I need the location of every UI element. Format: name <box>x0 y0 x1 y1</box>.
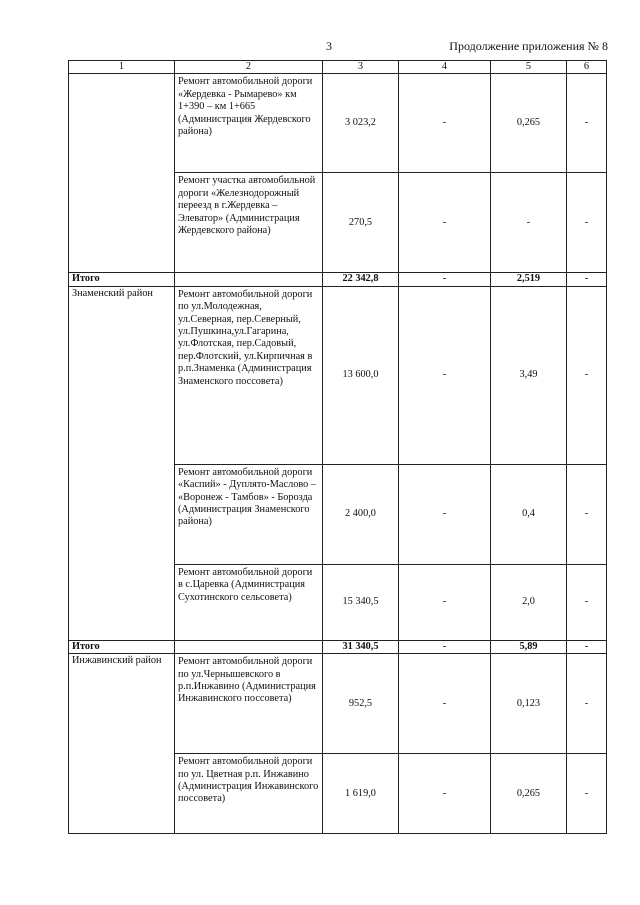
work-description: Ремонт автомобильной дороги по ул. Цветная р.п. Инжавино (Администрация Инжавинского поссовета) <box>175 754 323 834</box>
total-label: Итого <box>69 640 175 653</box>
col6-cell: - <box>567 173 607 273</box>
district-cell: Знаменский район <box>69 286 175 640</box>
length-cell: 0,265 <box>491 74 567 173</box>
table-row <box>69 74 607 173</box>
table-row <box>69 286 607 464</box>
length-cell: 3,49 <box>491 286 567 464</box>
length-cell: 0,4 <box>491 464 567 564</box>
total-length: 5,89 <box>491 640 567 653</box>
header-cell: 5 <box>491 61 567 74</box>
work-description: Ремонт автомобильной дороги в с.Царевка (Администрация Сухотинского сельсовета) <box>175 564 323 640</box>
district-cell: Инжавинский район <box>69 654 175 834</box>
col6-cell: - <box>567 564 607 640</box>
total-amount: 22 342,8 <box>323 273 399 286</box>
total-col4: - <box>399 640 491 653</box>
amount-cell: 952,5 <box>323 654 399 754</box>
road-repair-table <box>68 60 607 834</box>
col4-cell: - <box>399 654 491 754</box>
total-empty <box>175 273 323 286</box>
work-description: Ремонт автомобильной дороги по ул.Чернышевского в р.п.Инжавино (Администрация Инжавинского поссовета) <box>175 654 323 754</box>
col4-cell: - <box>399 286 491 464</box>
length-cell: - <box>491 173 567 273</box>
continuation-note: Продолжение приложения № 8 <box>449 39 608 53</box>
col6-cell: - <box>567 74 607 173</box>
total-row <box>69 273 607 286</box>
col4-cell: - <box>399 754 491 834</box>
amount-cell: 3 023,2 <box>323 74 399 173</box>
amount-cell: 270,5 <box>323 173 399 273</box>
amount-cell: 15 340,5 <box>323 564 399 640</box>
col4-cell: - <box>399 464 491 564</box>
work-description: Ремонт автомобильной дороги «Каспий» - Дуплято-Маслово – «Воронеж - Тамбов» - Борозда (Администрация Знаменского района) <box>175 464 323 564</box>
header-row <box>69 61 607 74</box>
total-length: 2,519 <box>491 273 567 286</box>
total-col6: - <box>567 640 607 653</box>
header-cell: 2 <box>175 61 323 74</box>
total-label: Итого <box>69 273 175 286</box>
col6-cell: - <box>567 464 607 564</box>
total-row <box>69 640 607 653</box>
amount-cell: 1 619,0 <box>323 754 399 834</box>
header-cell: 1 <box>69 61 175 74</box>
col6-cell: - <box>567 754 607 834</box>
amount-cell: 2 400,0 <box>323 464 399 564</box>
work-description: Ремонт участка автомобильной дороги «Железнодорожный переезд в г.Жердевка – Элеватор» (Администрация Жердевского района) <box>175 173 323 273</box>
total-col6: - <box>567 273 607 286</box>
col4-cell: - <box>399 74 491 173</box>
header-cell: 3 <box>323 61 399 74</box>
page-number: 3 <box>326 39 332 53</box>
total-empty <box>175 640 323 653</box>
col4-cell: - <box>399 173 491 273</box>
district-cell <box>69 74 175 273</box>
total-amount: 31 340,5 <box>323 640 399 653</box>
total-col4: - <box>399 273 491 286</box>
work-description: Ремонт автомобильной дороги по ул.Молодежная, ул.Северная, пер.Северный, ул.Пушкина,ул.Гагарина, ул.Флотская, пер.Садовый, пер.Флотский, ул.Кирпичная в р.п.Знаменка (Администрация Знаменского поссовета) <box>175 286 323 464</box>
col4-cell: - <box>399 564 491 640</box>
header-cell: 6 <box>567 61 607 74</box>
length-cell: 0,123 <box>491 654 567 754</box>
table-row <box>69 654 607 754</box>
header-cell: 4 <box>399 61 491 74</box>
work-description: Ремонт автомобильной дороги «Жердевка - Рымарево» км 1+390 – км 1+665 (Администрация Жердевского района) <box>175 74 323 173</box>
length-cell: 2,0 <box>491 564 567 640</box>
amount-cell: 13 600,0 <box>323 286 399 464</box>
col6-cell: - <box>567 654 607 754</box>
col6-cell: - <box>567 286 607 464</box>
length-cell: 0,265 <box>491 754 567 834</box>
